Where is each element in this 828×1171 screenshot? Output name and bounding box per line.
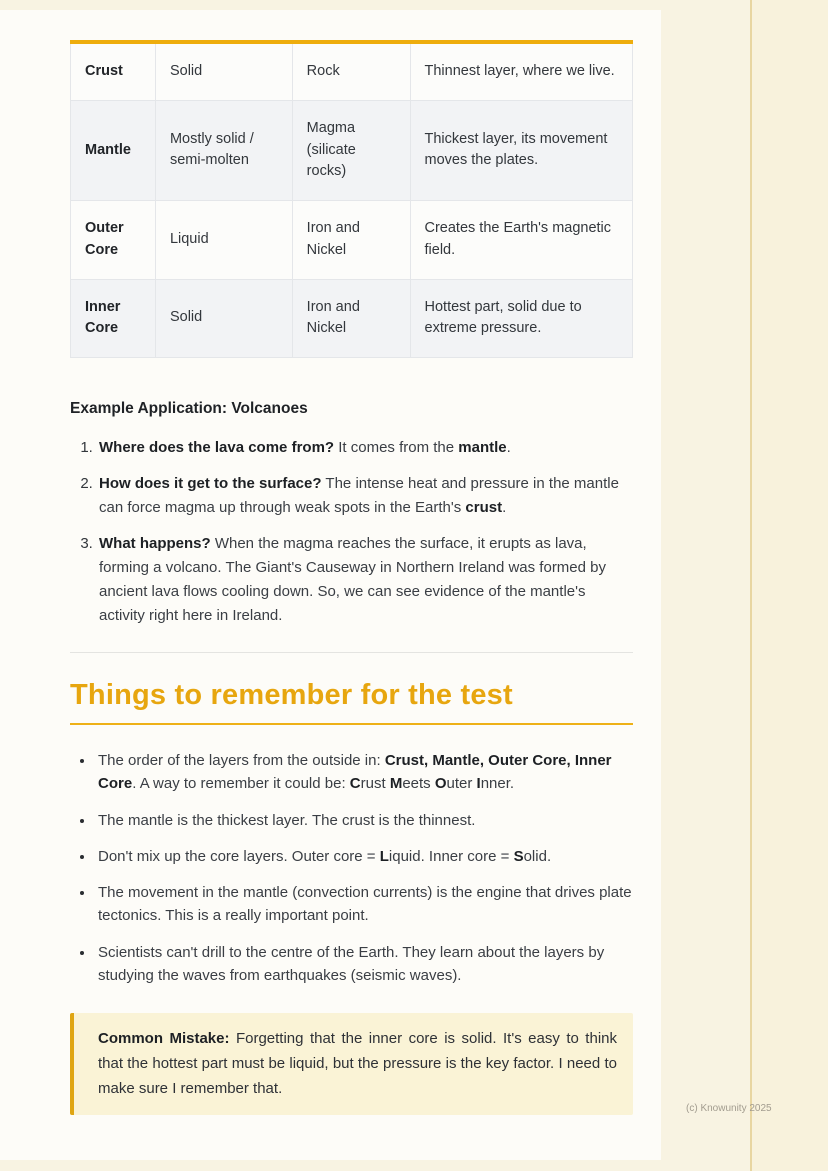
cell-note: Thinnest layer, where we live.	[410, 42, 633, 100]
numbered-item: 3. What happens? When the magma reaches the surface, it erupts as lava, forming a volcano. The Giant's Causeway in Northern Ireland was formed by ancient lava flows cooling down. So, we can see evidence of the mantle's activity right here in Ireland.	[97, 532, 633, 628]
divider	[70, 652, 633, 653]
table-row-crust	[71, 42, 633, 100]
watermark: (c) Knowunity 2025	[686, 1103, 772, 1114]
document-content	[0, 10, 633, 1115]
volcanoes-heading: Example Application: Volcanoes	[70, 400, 308, 417]
cell-note: Thickest layer, its movement moves the plates.	[410, 100, 633, 200]
numbered-item: 1. Where does the lava come from? It comes from the mantle.	[97, 436, 633, 460]
cell-note: Hottest part, solid due to extreme pressure.	[410, 279, 633, 358]
volcanoes-list	[70, 436, 633, 628]
cell-composition: Magma (silicate rocks)	[292, 100, 410, 200]
document-page	[0, 10, 661, 1160]
bullet-item: • The mantle is the thickest layer. The crust is the thinnest.	[95, 809, 633, 832]
bullet-item: • The movement in the mantle (convection currents) is the engine that drives plate tectonics. This is a really important point.	[95, 881, 633, 928]
layers-table	[70, 40, 633, 358]
cell-layer: Inner Core	[71, 279, 156, 358]
table-row-outer-core	[71, 201, 633, 280]
cell-note: Creates the Earth's magnetic field.	[410, 201, 633, 280]
table-row-inner-core	[71, 279, 633, 358]
bullet-item: • Don't mix up the core layers. Outer core = Liquid. Inner core = Solid.	[95, 845, 633, 868]
cell-composition: Iron and Nickel	[292, 201, 410, 280]
page-margin-strip	[752, 0, 828, 1171]
cell-state: Solid	[155, 42, 292, 100]
callout-text: Common Mistake: Forgetting that the inner core is solid. It's easy to think that the hottest part must be liquid, but the pressure is the key factor. I need to make sure I remember that.	[98, 1030, 617, 1097]
bullet-item: • The order of the layers from the outside in: Crust, Mantle, Outer Core, Inner Core. A way to remember it could be: Crust Meets Outer Inner.	[95, 749, 633, 796]
cell-composition: Iron and Nickel	[292, 279, 410, 358]
common-mistake-callout	[70, 1013, 633, 1115]
cell-state: Liquid	[155, 201, 292, 280]
section-title: Things to remember for the test	[70, 679, 633, 725]
bullet-item: • Scientists can't drill to the centre of the Earth. They learn about the layers by studying the waves from earthquakes (seismic waves).	[95, 941, 633, 988]
page-edge-line	[750, 0, 752, 1171]
cell-state: Mostly solid / semi-molten	[155, 100, 292, 200]
cell-composition: Rock	[292, 42, 410, 100]
cell-layer: Outer Core	[71, 201, 156, 280]
table-row-mantle	[71, 100, 633, 200]
numbered-item: 2. How does it get to the surface? The intense heat and pressure in the mantle can force magma up through weak spots in the Earth's crust.	[97, 472, 633, 520]
remember-list	[70, 749, 633, 987]
cell-state: Solid	[155, 279, 292, 358]
cell-layer: Crust	[71, 42, 156, 100]
cell-layer: Mantle	[71, 100, 156, 200]
